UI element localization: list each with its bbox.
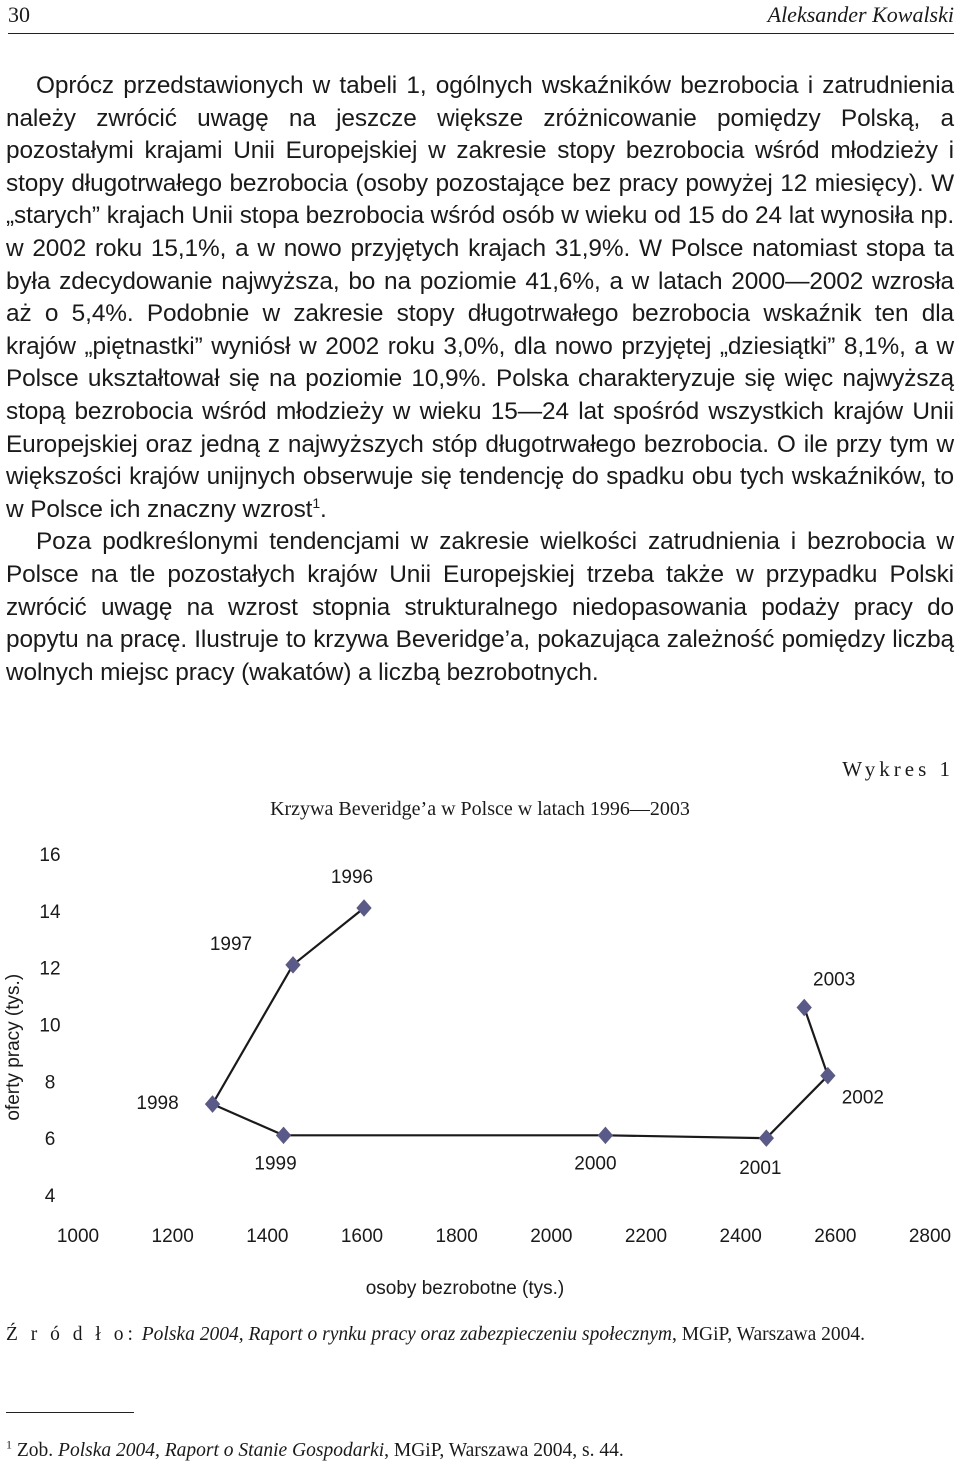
paragraph-2: Poza podkreślonymi tendencjami w zakresie wielkości zatrudnienia i bezrobocia w Polsce na tle pozostałych krajów Unii Europejskiej trzeba także w przypadku Polski zwrócić uwagę na wzrost stopnia strukturalnego niedopasowania podaży pracy do popytu na pracę. Ilustruje to krzywa Beveridge’a, pokazująca zależność pomiędzy liczbą wolnych miejsc pracy (wakatów) a liczbą bezrobotnych. (6, 528, 954, 686)
data-point-marker (357, 900, 371, 916)
y-tick-label: 6 (44, 1129, 56, 1151)
data-point-label: 1997 (209, 933, 253, 955)
chart-title: Krzywa Beveridge’a w Polsce w latach 1996—2003 (270, 798, 690, 820)
y-tick-label: 16 (39, 845, 61, 866)
body-text (6, 70, 954, 689)
data-point-marker (206, 1096, 220, 1112)
figure-source (6, 1322, 954, 1348)
data-point-label: 2002 (841, 1087, 885, 1109)
x-tick-label: 2400 (719, 1226, 762, 1247)
y-tick-label: 8 (44, 1072, 56, 1094)
page-number: 30 (8, 2, 30, 27)
data-point-marker (286, 957, 300, 973)
y-tick-label: 14 (39, 901, 61, 923)
x-tick-label: 1800 (435, 1226, 478, 1247)
x-tick-label: 1200 (151, 1226, 194, 1247)
data-point-label: 1999 (254, 1153, 297, 1175)
data-point-label: 2003 (813, 969, 856, 991)
paragraph-1 (6, 70, 954, 526)
footnote-pre: Zob. (16, 1440, 54, 1461)
header-rule (8, 33, 954, 34)
paragraph-1-end: . (320, 495, 327, 523)
x-tick-label: 2200 (624, 1226, 668, 1247)
footnote-number: 1 (6, 1437, 12, 1452)
data-point-marker (797, 999, 811, 1015)
data-point-marker (277, 1127, 291, 1143)
data-point-label: 1998 (136, 1093, 179, 1115)
data-point-label: 1996 (330, 866, 374, 888)
y-tick-label: 10 (39, 1015, 61, 1037)
data-point-label: 2000 (574, 1153, 617, 1175)
footnote-rest: , MGiP, Warszawa 2004, s. 44. (384, 1440, 624, 1461)
paragraph-1-text: Oprócz przedstawionych w tabeli 1, ogólnych wskaźników bezrobocia i zatrudnienia należy zwrócić uwagę na jeszcze większe zróżnicowanie pomiędzy Polską, a pozostałymi krajami Unii Europejskiej w zakresie stopy bezrobocia wśród młodzieży i stopy długotrwałego bezrobocia (osoby pozostające bez pracy powyżej 12 miesięcy). W „starych” krajach Unii stopa bezrobocia wśród osób w wieku od 15 do 24 lat wynosiła np. w 2002 roku 15,1%, a w nowo przyjętych krajach 31,9%. W Polsce natomiast stopa ta była zdecydowanie najwyższa, bo na poziomie 41,6%, a w latach 2000—2002 wzrosła aż o 5,4%. Podobnie w zakresie stopy długotrwałego bezrobocia wskaźnik ten dla krajów „piętnastki” wyniósł w 2002 roku 3,0%, dla nowo przyjętej „dziesiątki” 8,1%, a w Polsce ukształtował się na poziomie 10,9%. Polska charakteryzuje się więc najwyższą stopą bezrobocia wśród młodzieży w wieku 15—24 lat spośród wszystkich krajów Unii Europejskiej oraz jedną z najwyższych stóp długotrwałego bezrobocia. O ile przy tym w większości krajów unijnych obserwuje się tendencję do spadku obu tych wskaźników, to w Polsce ich znaczny wzrost (6, 72, 954, 523)
x-tick-label: 2600 (814, 1226, 857, 1247)
footnote (6, 1437, 624, 1462)
x-tick-label: 1400 (246, 1226, 289, 1247)
running-author: Aleksander Kowalski (767, 2, 954, 27)
x-tick-label: 2800 (908, 1226, 952, 1247)
source-rest: , MGiP, Warszawa 2004. (671, 1324, 866, 1345)
y-axis-label: oferty pracy (tys.) (3, 973, 24, 1121)
x-tick-label: 1000 (56, 1226, 100, 1247)
data-point-marker (598, 1127, 612, 1143)
source-title: Polska 2004, Raport o rynku pracy oraz zabezpieczeniu społecznym (141, 1324, 672, 1345)
x-tick-label: 2000 (530, 1226, 573, 1247)
footnote-rule (6, 1412, 134, 1413)
beveridge-chart (0, 830, 960, 1310)
x-axis-label: osoby bezrobotne (tys.) (365, 1278, 565, 1299)
series-line (213, 908, 828, 1138)
figure-label: Wykres 1 (842, 757, 954, 781)
source-lead: Ź r ó d ł o: (6, 1324, 137, 1345)
footnote-title: Polska 2004, Raport o Stanie Gospodarki (58, 1440, 385, 1461)
x-tick-label: 1600 (340, 1226, 384, 1247)
data-point-label: 2001 (739, 1158, 782, 1180)
page-header (0, 0, 960, 34)
footnote-ref[interactable]: 1 (312, 494, 321, 511)
y-tick-label: 4 (44, 1186, 56, 1207)
y-tick-label: 12 (39, 958, 61, 980)
